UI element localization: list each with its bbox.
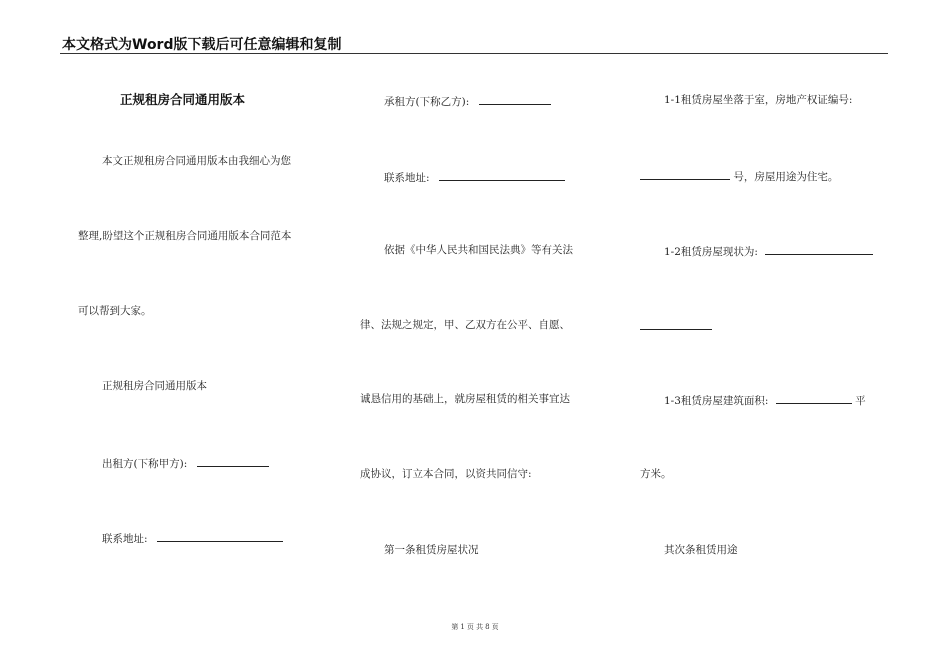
lessee-blank [479, 93, 551, 105]
article-2-heading: 其次条租赁用途 [664, 544, 738, 556]
contract-subtitle: 正规租房合同通用版本 [102, 380, 207, 392]
footer-current-page: 1 [460, 623, 465, 631]
intro-line-2: 整理,盼望这个正规租房合同通用版本合同范本 [78, 230, 292, 242]
item-1-2-continued [640, 318, 712, 334]
area-blank [776, 392, 852, 404]
intro-line-1: 本文正规租房合同通用版本由我细心为您 [102, 155, 291, 167]
item-1-1: 1-1租赁房屋坐落于室，房地产权证编号: [664, 94, 853, 106]
basis-line-2: 律、法规之规定，甲、乙双方在公平、自愿、 [360, 319, 570, 331]
area-unit-part-1: 平 [855, 395, 866, 407]
footer-mid: 页 共 [466, 623, 484, 631]
item-1-1-cont-text: 号，房屋用途为住宅。 [733, 171, 839, 183]
article-1-heading: 第一条租赁房屋状况 [384, 544, 479, 556]
item-1-3-line [664, 392, 866, 408]
lessor-blank [197, 455, 269, 467]
document-title: 正规租房合同通用版本 [120, 92, 246, 107]
lessee-address-blank [439, 169, 565, 181]
lessee-line [384, 93, 551, 109]
intro-line-3: 可以帮到大家。 [78, 305, 152, 317]
item-1-2-label: 1-2租赁房屋现状为: [664, 246, 758, 258]
header-title: 本文格式为Word版下载后可任意编辑和复制 [62, 37, 342, 53]
lessor-address-line [102, 530, 283, 546]
lessee-address-line [384, 169, 565, 185]
current-state-blank [765, 243, 873, 255]
footer-prefix: 第 [451, 623, 459, 631]
item-1-3-label: 1-3租赁房屋建筑面积: [664, 395, 769, 407]
header-divider [60, 53, 888, 54]
basis-line-1: 依据《中华人民共和国民法典》等有关法 [384, 244, 573, 256]
item-1-2-line [664, 243, 873, 259]
lessor-address-label: 联系地址: [102, 533, 148, 545]
footer-suffix: 页 [491, 623, 499, 631]
lessor-label: 出租方(下称甲方): [102, 458, 188, 470]
footer-total-pages: 8 [485, 623, 490, 631]
lessee-address-label: 联系地址: [384, 172, 430, 184]
certificate-number-blank [640, 168, 730, 180]
basis-line-3: 诚恳信用的基础上，就房屋租赁的相关事宜达 [360, 393, 570, 405]
lessee-label: 承租方(下称乙方): [384, 96, 470, 108]
lessor-line [102, 455, 269, 471]
page-footer [0, 622, 950, 632]
area-unit-part-2: 方米。 [640, 468, 672, 480]
basis-line-4: 成协议，订立本合同，以资共同信守: [360, 468, 532, 480]
current-state-blank-2 [640, 318, 712, 330]
lessor-address-blank [157, 530, 283, 542]
item-1-1-continued [640, 168, 838, 184]
